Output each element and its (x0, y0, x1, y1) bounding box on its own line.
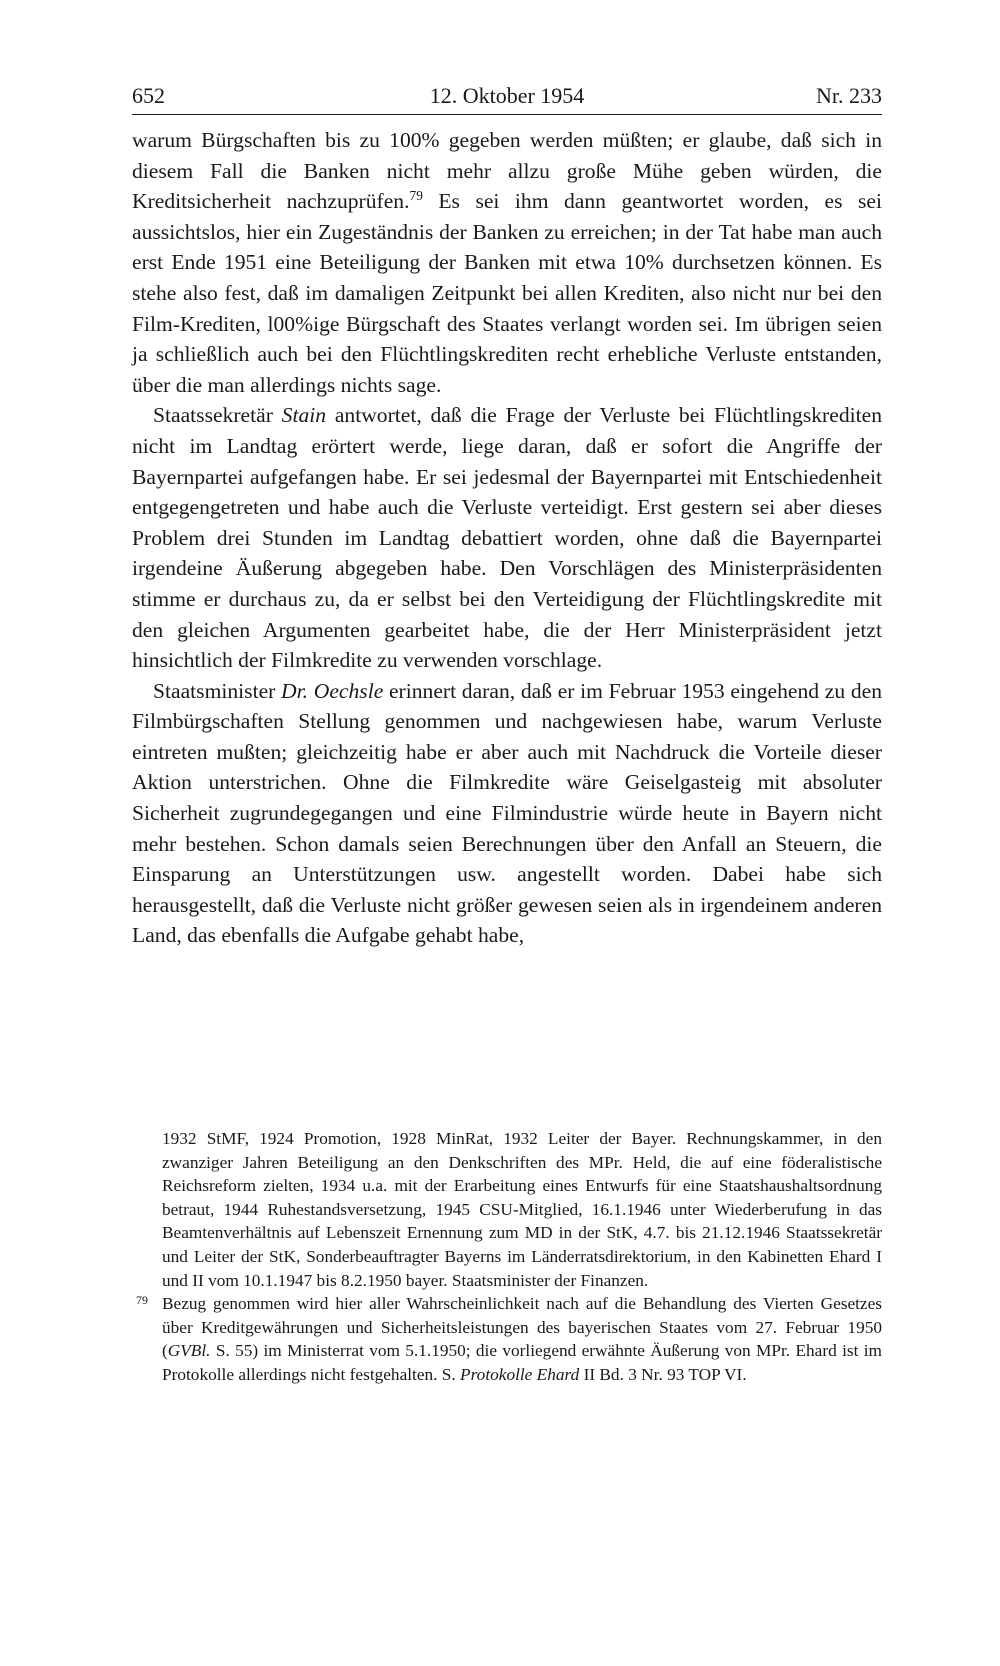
body-paragraph (132, 676, 882, 951)
text-run: S. 55) im Ministerrat vom 5.1.1950; die vorliegend erwähnte Äußerung von MPr. Ehard ist im Protokolle allerdings nicht festgehalten. S. (162, 1341, 882, 1384)
document-number: Nr. 233 (816, 83, 882, 108)
text-run: Es sei ihm dann geantwortet worden, es sei aussichtslos, hier ein Zugeständnis der Banken zu erreichen; in der Tat habe man auch erst Ende 1951 eine Beteiligung der Banken mit etwa 10% durchsetzen können. Es stehe also fest, daß im damaligen Zeitpunkt bei allen Krediten, also nicht nur bei den Film-Krediten, l00%ige Bürgschaft des Staates verlangt worden sei. Im übrigen seien ja schließlich auch bei den Flüchtlingskrediten recht erhebliche Verluste entstanden, über die man allerdings nichts sage. (132, 189, 882, 397)
italic-name: Dr. Oechsle (281, 678, 384, 703)
footnote-reference: 79 (409, 188, 423, 204)
text-run: Staatssekretär (153, 403, 282, 428)
session-date: 12. Oktober 1954 (429, 83, 585, 108)
italic-name: Protokolle Ehard (460, 1364, 580, 1384)
page (132, 80, 882, 951)
body-paragraph (132, 400, 882, 675)
running-head (132, 80, 882, 115)
footnotes (132, 1127, 882, 1387)
footnote (132, 1292, 882, 1386)
text-run: warum Bürgschaften bis zu 100% gegeben werden müßten; er glaube, daß sich in diesem Fall die Banken nicht mehr allzu große Mühe geben würden, die Kreditsicherheit nachzuprüfen. (132, 128, 882, 214)
footnote-marker: 79 (136, 1293, 148, 1308)
text-run: II Bd. 3 Nr. 93 TOP VI. (579, 1364, 747, 1384)
text-run: erinnert daran, daß er im Februar 1953 eingehend zu den Filmbürgschaften Stellung genommen und nachgewiesen habe, warum Verluste eintreten mußten; gleichzeitig habe er aber auch mit Nachdruck die Vorteile dieser Aktion unterstrichen. Ohne die Filmkredite wäre Geiselgasteig mit absoluter Sicherheit zugrundegegangen und eine Filmindustrie würde heute in Bayern nicht mehr bestehen. Schon damals seien Berechnungen über den Anfall an Steuern, die Einsparung an Unterstützungen usw. angestellt worden. Dabei habe sich herausgestellt, daß die Verluste nicht größer gewesen seien als in irgendeinem anderen Land, das ebenfalls die Aufgabe gehabt habe, (132, 678, 882, 948)
text-run: Staatsminister (153, 678, 282, 703)
footnote (132, 1127, 882, 1292)
page-number: 652 (132, 83, 165, 108)
text-run: antwortet, daß die Frage der Verluste bei Flüchtlingskrediten nicht im Landtag erörtert werde, liege daran, daß er sofort die Angriffe der Bayernpartei aufgefangen habe. Er sei jedesmal der Bayernpartei mit Entschiedenheit entgegengetreten und habe auch die Verluste verteidigt. Erst gestern sei aber dieses Problem drei Stunden im Landtag debattiert worden, ohne daß die Bayernpartei irgendeine Äußerung abgegeben habe. Den Vorschlägen des Ministerpräsidenten stimme er durchaus zu, da er selbst bei den Verteidigung der Flüchtlingskredite mit den gleichen Argumenten gearbeitet habe, die der Herr Ministerpräsident jetzt hinsichtlich der Filmkredite zu verwenden vorschlage. (132, 403, 882, 673)
body-text (132, 125, 882, 951)
italic-name: GVBl. (167, 1341, 211, 1361)
text-run: Bezug genommen wird hier aller Wahrscheinlichkeit nach auf die Behandlung des Vierten Gesetzes über Kreditgewährungen und Sicherheitsleistungen des bayerischen Staates vom 27. Februar 1950 ( (162, 1294, 882, 1361)
body-paragraph (132, 125, 882, 400)
text-run: 1932 StMF, 1924 Promotion, 1928 MinRat, 1932 Leiter der Bayer. Rechnungskammer, in den zwanziger Jahren Beteiligung an den Denkschriften des MPr. Held, die auf eine föderalistische Reichsreform zielten, 1934 u.a. mit der Erarbeitung eines Entwurfs für eine Staatshaushaltsordnung betraut, 1944 Ruhestandsversetzung, 1945 CSU-Mitglied, 16.1.1946 unter Wiederberufung in das Beamtenverhältnis auf Lebenszeit Ernennung zum MD in der StK, 4.7. bis 21.12.1946 Staatssekretär und Leiter der StK, Sonderbeauftragter Bayerns im Länderratsdirektorium, in den Kabinetten Ehard I und II vom 10.1.1947 bis 8.2.1950 bayer. Staatsminister der Finanzen. (162, 1129, 882, 1290)
italic-name: Stain (281, 403, 327, 428)
